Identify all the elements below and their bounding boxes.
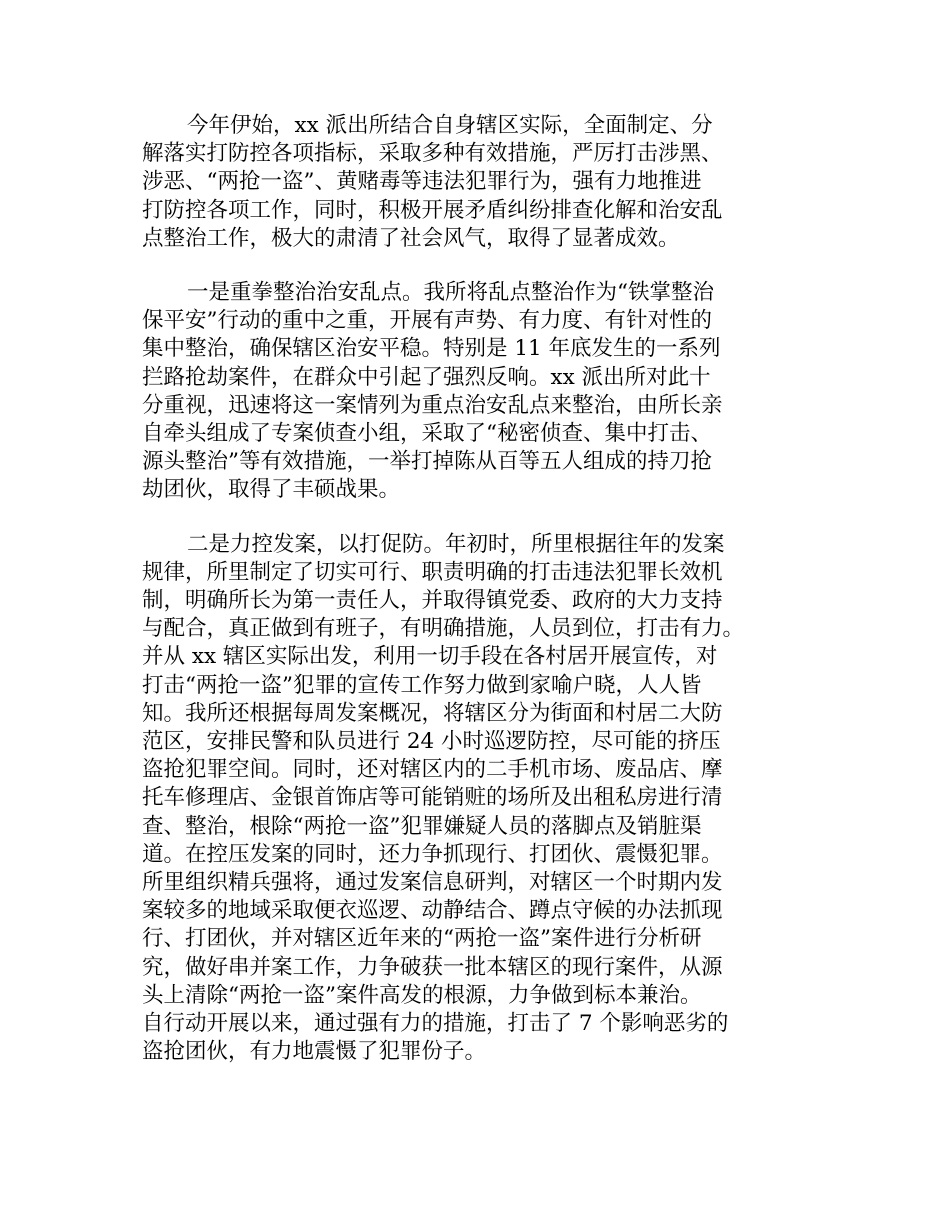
paragraph-intro bbox=[142, 112, 814, 253]
paragraph-line: 自牵头组成了专案侦查小组，采取了“秘密侦查、集中打击、 bbox=[142, 421, 712, 447]
paragraph-line: 涉恶、“两抢一盗”、黄赌毒等违法犯罪行为，强有力地推进 bbox=[142, 169, 702, 195]
paragraph-line: 打击“两抢一盗”犯罪的宣传工作努力做到家喻户晓，人人皆 bbox=[142, 672, 702, 698]
paragraph-line: 查、整治，根除“两抢一盗”犯罪嫌疑人员的落脚点及销脏渠 bbox=[142, 813, 702, 839]
paragraph-hotspot-rectification bbox=[142, 279, 814, 505]
paragraph-line: 范区，安排民警和队员进行 24 小时巡逻防控，尽可能的挤压 bbox=[142, 729, 721, 755]
paragraph-line: 保平安”行动的重中之重，开展有声势、有力度、有针对性的 bbox=[142, 308, 712, 334]
paragraph-line: 究，做好串并案工作，力争破获一批本辖区的现行案件，从源 bbox=[142, 954, 723, 980]
paragraph-line: 知。我所还根据每周发案概况，将辖区分为街面和村居二大防 bbox=[142, 700, 723, 726]
paragraph-line: 道。在控压发案的同时，还力争抓现行、打团伙、震慑犯罪。 bbox=[142, 841, 723, 867]
paragraph-line: 盗抢团伙，有力地震慑了犯罪份子。 bbox=[142, 1039, 487, 1065]
paragraph-line: 所里组织精兵强将，通过发案信息研判，对辖区一个时期内发 bbox=[142, 870, 723, 896]
paragraph-line: 劫团伙，取得了丰硕战果。 bbox=[142, 477, 401, 503]
document-body bbox=[142, 112, 814, 1093]
paragraph-line: 头上清除“两抢一盗”案件高发的根源，力争做到标本兼治。 bbox=[142, 982, 702, 1008]
paragraph-line: 源头整治”等有效措施，一举打掉陈从百等五人组成的持刀抢 bbox=[142, 449, 712, 475]
paragraph-line: 盗抢犯罪空间。同时，还对辖区内的二手机市场、废品店、摩 bbox=[142, 757, 723, 783]
paragraph-line: 分重视，迅速将这一案情列为重点治安乱点来整治，由所长亲 bbox=[142, 392, 723, 418]
paragraph-line: 与配合，真正做到有班子，有明确措施，人员到位，打击有力。 bbox=[142, 616, 745, 642]
paragraph-line: 托车修理店、金银首饰店等可能销赃的场所及出租私房进行清 bbox=[142, 785, 723, 811]
paragraph-line: 案较多的地域采取便衣巡逻、动静结合、蹲点守候的办法抓现 bbox=[142, 898, 723, 924]
paragraph-line: 自行动开展以来，通过强有力的措施，打击了 7 个影响恶劣的 bbox=[142, 1011, 729, 1037]
paragraph-line: 今年伊始，xx 派出所结合自身辖区实际，全面制定、分 bbox=[187, 113, 713, 138]
paragraph-line: 点整治工作，极大的肃清了社会风气，取得了显著成效。 bbox=[142, 225, 680, 251]
paragraph-line: 拦路抢劫案件，在群众中引起了强烈反响。xx 派出所对此十 bbox=[142, 364, 711, 390]
paragraph-crime-control bbox=[142, 531, 814, 1067]
paragraph-line: 打防控各项工作，同时，积极开展矛盾纠纷排查化解和治安乱 bbox=[142, 197, 723, 223]
paragraph-line: 行、打团伙，并对辖区近年来的“两抢一盗”案件进行分析研 bbox=[142, 926, 702, 952]
paragraph-line: 一是重拳整治治安乱点。我所将乱点整治作为“铁掌整治 bbox=[187, 280, 714, 306]
paragraph-line: 制，明确所长为第一责任人，并取得镇党委、政府的大力支持 bbox=[142, 588, 723, 614]
paragraph-line: 解落实打防控各项指标，采取多种有效措施，严厉打击涉黑、 bbox=[142, 141, 723, 167]
paragraph-line: 集中整治，确保辖区治安平稳。特别是 11 年底发生的一系列 bbox=[142, 336, 721, 362]
paragraph-line: 二是力控发案，以打促防。年初时，所里根据往年的发案 bbox=[187, 531, 725, 557]
paragraph-line: 规律，所里制定了切实可行、职责明确的打击违法犯罪长效机 bbox=[142, 559, 723, 585]
paragraph-line: 并从 xx 辖区实际出发，利用一切手段在各村居开展宣传，对 bbox=[142, 644, 718, 670]
